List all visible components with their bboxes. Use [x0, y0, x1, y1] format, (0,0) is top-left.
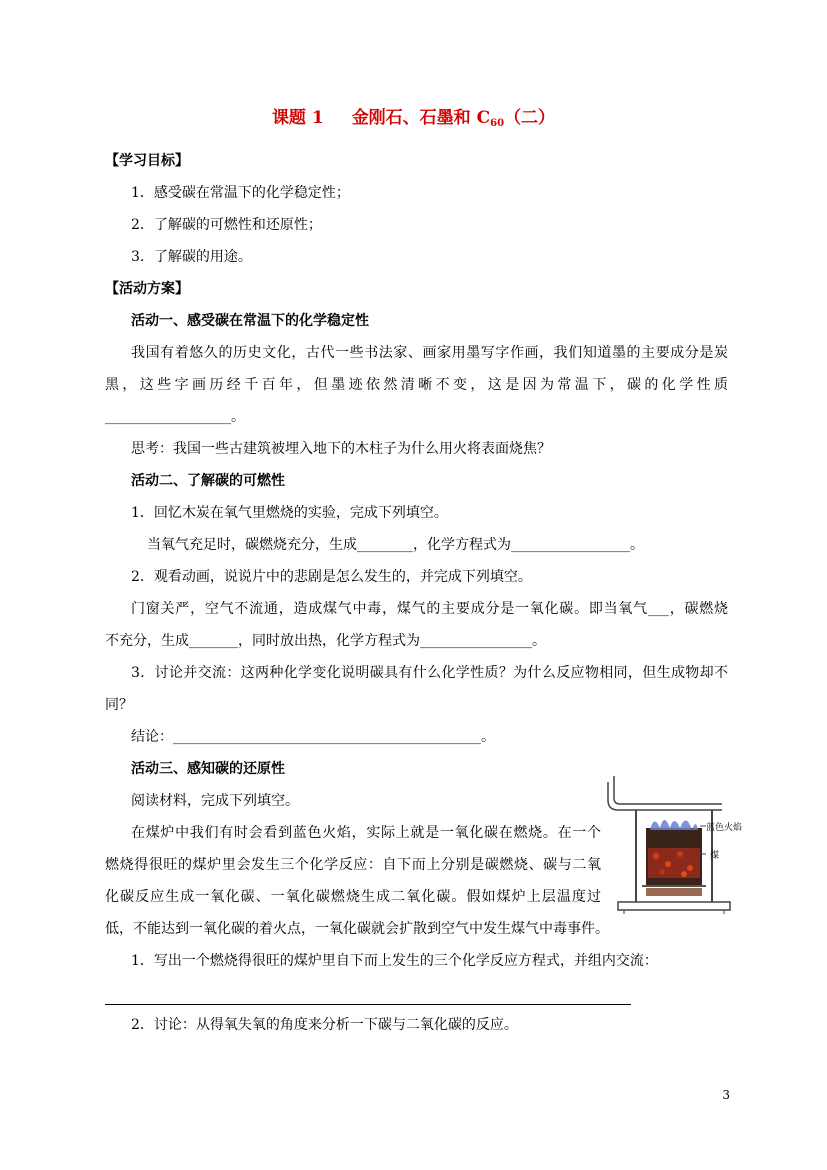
activity1-text: 我国有着悠久的历史文化，古代一些书法家、画家用墨写字作画，我们知道墨的主要成分是炭 — [131, 345, 728, 361]
activity3-text: 低，不能达到一氧化碳的着火点，一氧化碳就会扩散到空气中发生煤气中毒事件。 — [105, 921, 609, 937]
goal-item: 2．了解碳的可燃性和还原性； — [131, 217, 322, 233]
activity2-question: 同？ — [105, 697, 133, 713]
goals-heading: 【学习目标】 — [105, 153, 189, 169]
activity1-blank: __________________。 — [105, 409, 245, 425]
activity2-conclusion: 结论：____________________________________________。 — [131, 729, 495, 745]
activity3-text: 化碳反应生成一氧化碳、一氧化碳燃烧生成二氧化碳。假如煤炉上层温度过 — [105, 889, 601, 905]
page-number: 3 — [722, 1088, 730, 1102]
activity3-question: 1．写出一个燃烧得很旺的煤炉里自下而上发生的三个化学反应方程式，并组内交流： — [131, 953, 658, 969]
activity3-text: 燃烧得很旺的煤炉里会发生三个化学反应：自下而上分别是碳燃烧、碳与二氧 — [105, 857, 601, 873]
activity3-text: 阅读材料，完成下列填空。 — [131, 793, 299, 809]
activity3-heading: 活动三、感知碳的还原性 — [131, 761, 285, 777]
coal-label: 煤 — [710, 851, 720, 861]
goal-item: 1．感受碳在常温下的化学稳定性； — [131, 185, 350, 201]
activity2-question: 3．讨论并交流：这两种化学变化说明碳具有什么化学性质？为什么反应物相同，但生成物却不 — [131, 665, 728, 681]
flame-label: 蓝色火焰 — [706, 823, 743, 833]
activity2-question: 2．观看动画，说说片中的悲剧是怎么发生的，并完成下列填空。 — [131, 569, 532, 585]
activity2-fill: 当氧气充足时，碳燃烧充分，生成________，化学方程式为_________________。 — [147, 537, 644, 553]
answer-line — [105, 1004, 631, 1005]
goal-item: 3．了解碳的用途。 — [131, 249, 252, 265]
plan-heading: 【活动方案】 — [105, 281, 189, 297]
activity2-fill: 门窗关严，空气不流通，造成煤气中毒，煤气的主要成分是一氧化碳。即当氧气___，碳燃烧 — [131, 601, 728, 617]
activity2-question: 1．回忆木炭在氧气里燃烧的实验，完成下列填空。 — [131, 505, 448, 521]
activity3-question: 2．讨论：从得氧失氧的角度来分析一下碳与二氧化碳的反应。 — [131, 1017, 518, 1033]
coal-stove-figure — [606, 774, 756, 914]
activity2-fill: 不充分，生成_______，同时放出热，化学方程式为________________。 — [105, 633, 546, 649]
page-title: 课题 1 金刚石、石墨和 $C_{60}$（二） — [271, 108, 556, 129]
activity3-text: 在煤炉中我们有时会看到蓝色火焰，实际上就是一氧化碳在燃烧。在一个 — [131, 825, 601, 841]
activity1-text: 黑，这些字画历经千百年，但墨迹依然清晰不变，这是因为常温下，碳的化学性质 — [105, 377, 728, 393]
activity1-heading: 活动一、感受碳在常温下的化学稳定性 — [131, 313, 369, 329]
activity2-heading: 活动二、了解碳的可燃性 — [131, 473, 285, 489]
activity1-think: 思考：我国一些古建筑被埋入地下的木柱子为什么用火将表面烧焦？ — [131, 441, 551, 457]
